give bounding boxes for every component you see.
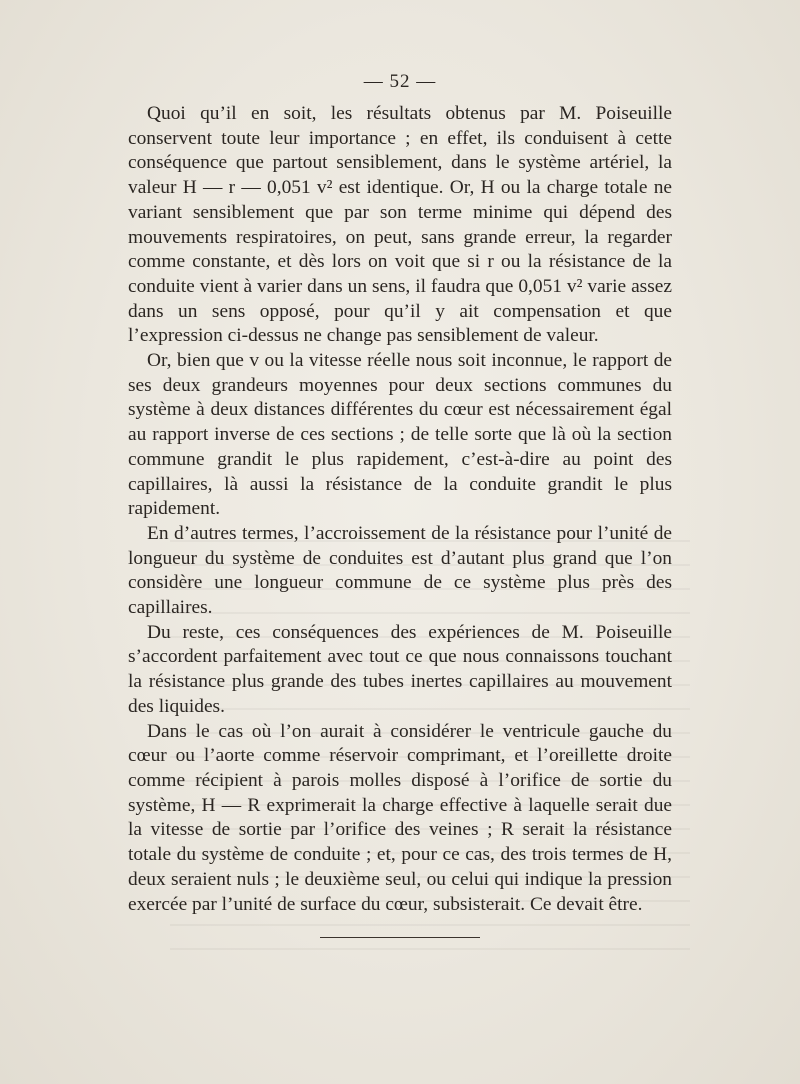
page-number: — 52 —: [363, 71, 437, 92]
paragraph-5: Dans le cas où l’on aurait à considérer le ventricule gauche du cœur ou l’aorte comme réservoir comprimant, et l’oreillette droite comme récipient à parois molles disposé à l’orifice de sortie du système, H — R exprimerait la charge effective à laquelle serait due la vitesse de sortie par l’orifice des veines ; R serait la résistance totale du système de conduite ; et, pour ce cas, des trois termes de H, deux seraient nuls ; le deuxième seul, ou celui qui indique la pression exercée par l’unité de surface du cœur, subsisterait. Ce devait être.: [128, 720, 672, 915]
paragraph-3: En d’autres termes, l’accroissement de la résistance pour l’unité de longueur du système de conduites est d’autant plus grand que l’on considère une longueur commune de ce système plus près des capillaires.: [128, 522, 672, 619]
paragraph-1: Quoi qu’il en soit, les résultats obtenus par M. Poiseuille conservent toute leur importance ; en effet, ils conduisent à cette conséquence que partout sensiblement, dans le système artériel, la valeur H — r — 0,051 v² est identique. Or, H ou la charge totale ne variant sensiblement que par son terme minime qui dépend des mouvements respiratoires, on peut, sans grande erreur, la regarder comme constante, et dès lors on voit que si r ou la résistance de la conduite vient à varier dans un sens, il faudra que 0,051 v² varie assez dans un sens opposé, pour qu’il y ait compensation et que l’expression ci-dessus ne change pas sensiblement de valeur.: [128, 103, 672, 347]
paragraph-4: Du reste, ces conséquences des expériences de M. Poiseuille s’accordent parfaitement avec tout ce que nous connaissons touchant la résistance plus grande des tubes inertes capillaires au mouvement des liquides.: [128, 621, 672, 717]
closing-rule: [320, 937, 480, 938]
body-text: [128, 102, 672, 917]
paragraph-2: Or, bien que v ou la vitesse réelle nous soit inconnue, le rapport de ses deux grandeurs moyennes pour deux sections communes du système à deux distances différentes du cœur est nécessairement égal au rapport inverse de ces sections ; de telle sorte que là où la section commune grandit le plus rapidement, c’est-à-dire au point des capillaires, là aussi la résistance de la conduite grandit le plus rapidement.: [128, 350, 672, 520]
